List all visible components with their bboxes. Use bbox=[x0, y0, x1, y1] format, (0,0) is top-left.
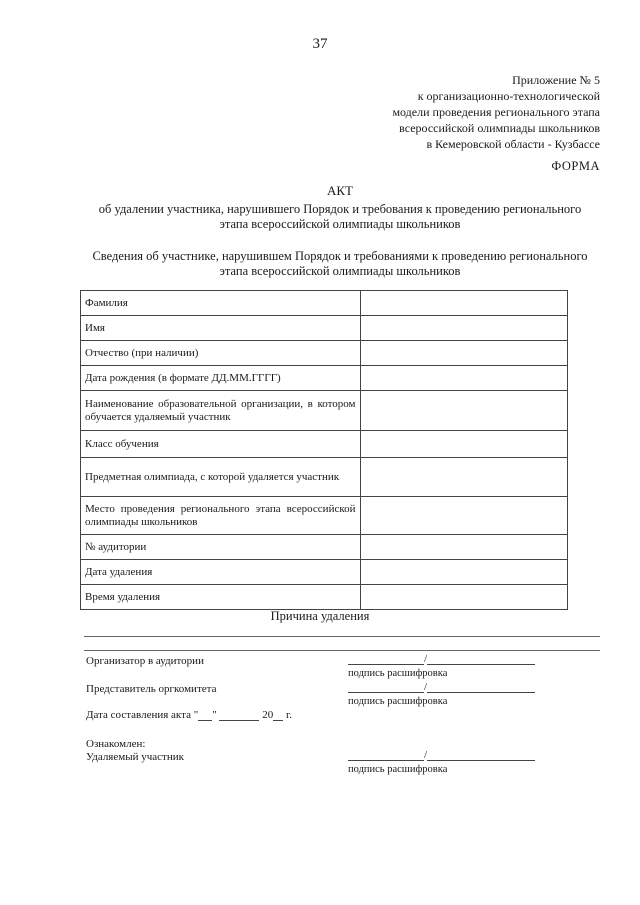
row-value-field[interactable] bbox=[360, 458, 567, 497]
row-value-field[interactable] bbox=[360, 291, 567, 316]
table-row bbox=[81, 535, 568, 560]
table-row bbox=[81, 458, 568, 497]
act-date-line bbox=[86, 709, 292, 721]
section-heading-line: этапа всероссийской олимпиады школьников bbox=[219, 264, 461, 278]
row-label: Место проведения регионального этапа всероссийской олимпиады школьников bbox=[81, 497, 361, 535]
appendix-line: модели проведения регионального этапа bbox=[392, 105, 600, 119]
participant-info-table bbox=[80, 290, 568, 610]
act-subtitle-line: об удалении участника, нарушившего Порядок и требования к проведению регионального bbox=[98, 202, 582, 216]
page-number: 37 bbox=[312, 36, 328, 52]
signature-slash: / bbox=[424, 749, 428, 761]
date-month-field[interactable] bbox=[219, 710, 259, 721]
signature-caption: подпись расшифровка bbox=[348, 668, 448, 679]
organizer-signature-line[interactable] bbox=[348, 653, 535, 665]
appendix-header bbox=[300, 72, 600, 152]
reason-line[interactable] bbox=[84, 650, 600, 651]
signature-slash: / bbox=[424, 681, 428, 693]
table-row bbox=[81, 341, 568, 366]
reason-line[interactable] bbox=[84, 636, 600, 637]
table-row bbox=[81, 316, 568, 341]
table-row bbox=[81, 291, 568, 316]
row-value-field[interactable] bbox=[360, 341, 567, 366]
section-heading-line: Сведения об участнике, нарушившем Порядок и требованиями к проведению регионального bbox=[92, 249, 588, 263]
date-day-field[interactable] bbox=[198, 710, 212, 721]
table-row bbox=[81, 366, 568, 391]
table-row bbox=[81, 560, 568, 585]
row-value-field[interactable] bbox=[360, 366, 567, 391]
reason-title: Причина удаления bbox=[270, 609, 370, 623]
table-row bbox=[81, 391, 568, 431]
acquainted-label: Ознакомлен: bbox=[86, 738, 146, 750]
date-quote-close: " bbox=[212, 709, 217, 721]
date-year-field[interactable] bbox=[273, 710, 283, 721]
row-value-field[interactable] bbox=[360, 585, 567, 610]
row-label: Предметная олимпиада, с которой удаляется участник bbox=[81, 458, 361, 497]
row-label: Фамилия bbox=[81, 291, 361, 316]
signature-caption: подпись расшифровка bbox=[348, 764, 448, 775]
row-label: Время удаления bbox=[81, 585, 361, 610]
row-value-field[interactable] bbox=[360, 535, 567, 560]
appendix-line: в Кемеровской области - Кузбассе bbox=[426, 137, 600, 151]
appendix-line: всероссийской олимпиады школьников bbox=[399, 121, 600, 135]
act-subtitle bbox=[60, 202, 620, 232]
signature-caption: подпись расшифровка bbox=[348, 696, 448, 707]
date-prefix: Дата составления акта " bbox=[86, 709, 199, 721]
row-label: Отчество (при наличии) bbox=[81, 341, 361, 366]
act-title: АКТ bbox=[327, 183, 353, 198]
row-value-field[interactable] bbox=[360, 391, 567, 431]
row-value-field[interactable] bbox=[360, 560, 567, 585]
appendix-line: Приложение № 5 bbox=[512, 73, 600, 87]
row-label: Класс обучения bbox=[81, 431, 361, 458]
row-value-field[interactable] bbox=[360, 316, 567, 341]
table-row bbox=[81, 497, 568, 535]
removed-participant-signature-line[interactable] bbox=[348, 749, 535, 761]
date-suffix: г. bbox=[285, 709, 292, 721]
row-label: Дата удаления bbox=[81, 560, 361, 585]
act-subtitle-line: этапа всероссийской олимпиады школьников bbox=[219, 217, 461, 231]
section-heading bbox=[60, 249, 620, 279]
committee-signature-line[interactable] bbox=[348, 681, 535, 693]
table-row bbox=[81, 585, 568, 610]
signature-slash: / bbox=[424, 653, 428, 665]
row-label: Дата рождения (в формате ДД.ММ.ГГГГ) bbox=[81, 366, 361, 391]
form-label: ФОРМА bbox=[551, 159, 600, 173]
committee-label: Представитель оргкомитета bbox=[86, 683, 217, 695]
date-year-prefix: 20 bbox=[262, 709, 274, 721]
removed-participant-label: Удаляемый участник bbox=[86, 751, 184, 763]
organizer-label: Организатор в аудитории bbox=[86, 655, 204, 667]
table-row bbox=[81, 431, 568, 458]
row-label: Имя bbox=[81, 316, 361, 341]
row-value-field[interactable] bbox=[360, 497, 567, 535]
appendix-line: к организационно-технологической bbox=[417, 89, 600, 103]
row-label: Наименование образовательной организации, в котором обучается удаляемый участник bbox=[81, 391, 361, 431]
row-value-field[interactable] bbox=[360, 431, 567, 458]
row-label: № аудитории bbox=[81, 535, 361, 560]
